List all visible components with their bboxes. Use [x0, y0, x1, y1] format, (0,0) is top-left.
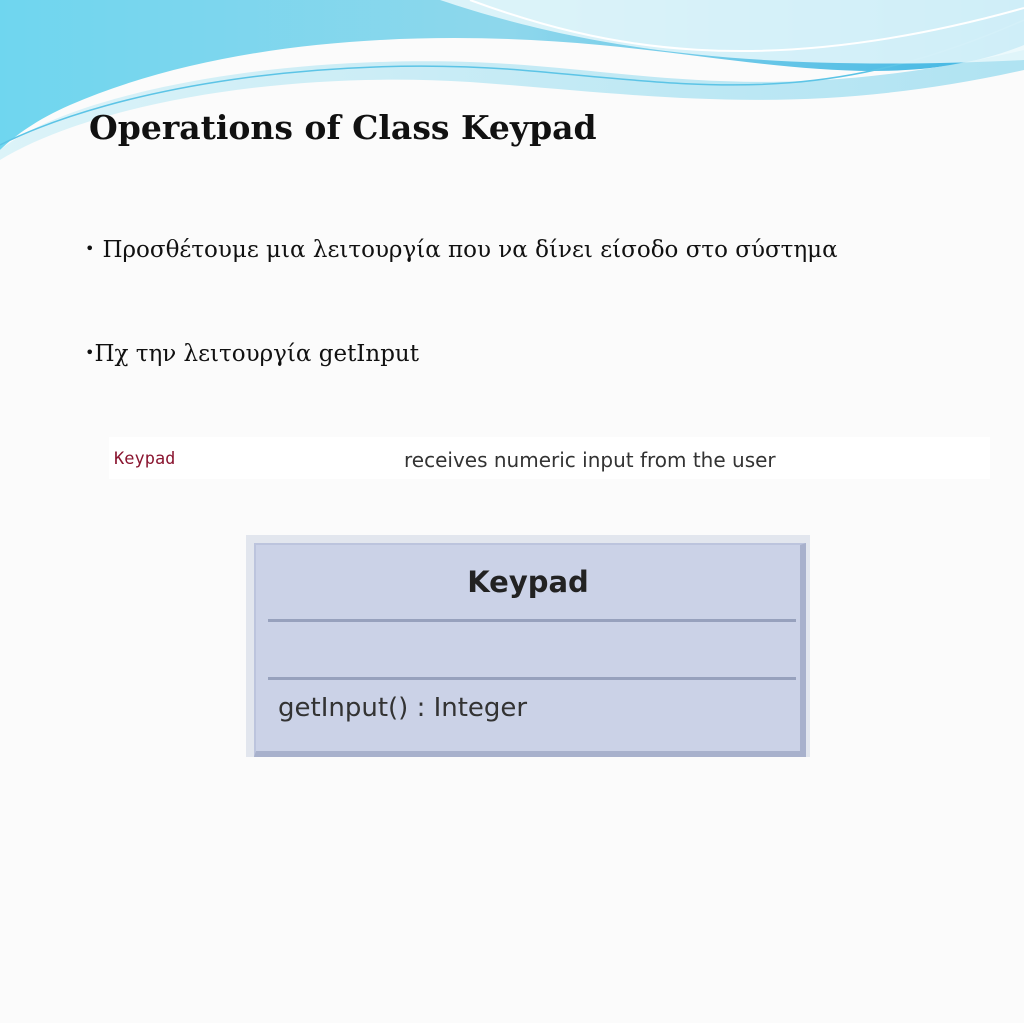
bullet-text: Πχ την λειτουργία getInput	[94, 341, 419, 367]
uml-divider-operations	[268, 677, 796, 680]
bullet-item-1	[85, 237, 838, 263]
uml-class-box	[254, 543, 806, 757]
uml-class-name: Keypad	[467, 565, 589, 599]
crc-responsibility: receives numeric input from the user	[404, 448, 776, 472]
bullet-text: Προσθέτουμε μια λειτουργία που να δίνει είσοδο στο σύστημα	[102, 237, 838, 263]
bullet-item-2	[85, 341, 419, 367]
uml-divider-attributes	[268, 619, 796, 622]
slide-title: Operations of Class Keypad	[89, 108, 597, 147]
class-responsibility-row	[109, 437, 990, 479]
bullet-marker: •	[85, 239, 95, 258]
uml-class-diagram	[246, 535, 810, 757]
crc-class-name: Keypad	[114, 449, 176, 469]
bullet-marker: •	[85, 343, 95, 362]
uml-operation: getInput() : Integer	[278, 693, 528, 723]
